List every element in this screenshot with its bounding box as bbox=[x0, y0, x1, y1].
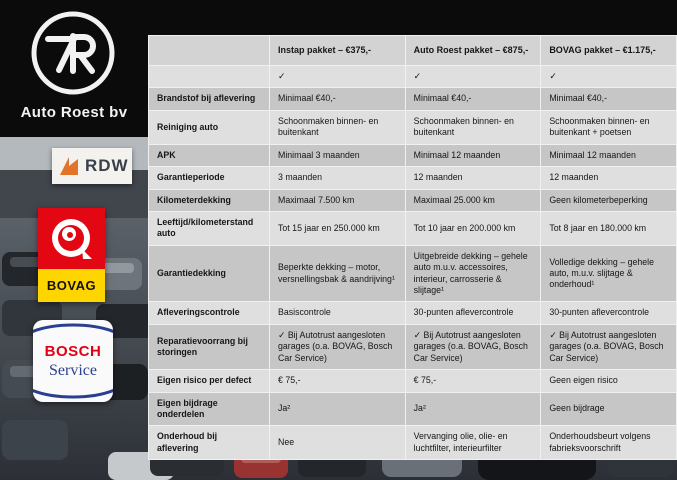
package-cell: € 75,- bbox=[270, 370, 406, 392]
package-cell: Geen eigen risico bbox=[541, 370, 677, 392]
rdw-flame-icon bbox=[57, 154, 81, 178]
row-label: APK bbox=[149, 144, 270, 166]
row-label: Garantieperiode bbox=[149, 167, 270, 189]
table-row bbox=[149, 167, 677, 189]
corner-cell bbox=[149, 36, 270, 66]
bovag-wordmark: BOVAG bbox=[38, 269, 105, 302]
package-cell: ✓ Bij Autotrust aangesloten garages (o.a. BOVAG, Bosch Car Service) bbox=[405, 324, 541, 369]
row-label: Brandstof bij aflevering bbox=[149, 88, 270, 110]
bosch-service-wordmark: Service bbox=[49, 361, 97, 379]
bosch-wordmark: BOSCH bbox=[44, 342, 102, 360]
package-cell: 3 maanden bbox=[270, 167, 406, 189]
table-row bbox=[149, 245, 677, 302]
rdw-wordmark: RDW bbox=[85, 156, 129, 175]
package-cell: 30-punten aflevercontrole bbox=[405, 302, 541, 324]
package-cell: 30-punten aflevercontrole bbox=[541, 302, 677, 324]
package-cell: ✓ bbox=[270, 66, 406, 88]
table-row bbox=[149, 392, 677, 426]
package-cell: Minimaal €40,- bbox=[270, 88, 406, 110]
package-cell: Uitgebreide dekking – gehele auto m.u.v. accessoires, interieur, carrosserie & slijtage¹ bbox=[405, 245, 541, 302]
row-label: Eigen bijdrage onderdelen bbox=[149, 392, 270, 426]
package-cell: 12 maanden bbox=[541, 167, 677, 189]
column-header-instap-pakket: Instap pakket – €375,- bbox=[270, 36, 406, 66]
table-row bbox=[149, 66, 677, 88]
table-header-row bbox=[149, 36, 677, 66]
package-cell: € 75,- bbox=[405, 370, 541, 392]
package-cell: Maximaal 7.500 km bbox=[270, 189, 406, 211]
column-header-auto-roest-pakket: Auto Roest pakket – €875,- bbox=[405, 36, 541, 66]
package-cell: ✓ bbox=[541, 66, 677, 88]
package-cell: Schoonmaken binnen- en buitenkant + poetsen bbox=[541, 110, 677, 144]
row-label bbox=[149, 66, 270, 88]
package-cell: Tot 15 jaar en 250.000 km bbox=[270, 211, 406, 245]
row-label: Reparatievoorrang bij storingen bbox=[149, 324, 270, 369]
package-cell: ✓ Bij Autotrust aangesloten garages (o.a. BOVAG, Bosch Car Service) bbox=[541, 324, 677, 369]
package-cell: Onderhoudsbeurt volgens fabrieksvoorschrift bbox=[541, 426, 677, 460]
package-cell: Minimaal €40,- bbox=[541, 88, 677, 110]
table-row bbox=[149, 189, 677, 211]
table-row bbox=[149, 144, 677, 166]
package-cell: Minimaal 12 maanden bbox=[541, 144, 677, 166]
package-cell: Ja² bbox=[405, 392, 541, 426]
package-cell: Schoonmaken binnen- en buitenkant bbox=[405, 110, 541, 144]
package-comparison-table bbox=[148, 35, 677, 460]
package-cell: Schoonmaken binnen- en buitenkant bbox=[270, 110, 406, 144]
row-label: Garantiedekking bbox=[149, 245, 270, 302]
row-label: Eigen risico per defect bbox=[149, 370, 270, 392]
bovag-emblem-panel bbox=[38, 208, 105, 269]
package-cell: Maximaal 25.000 km bbox=[405, 189, 541, 211]
table-row bbox=[149, 110, 677, 144]
table-row bbox=[149, 370, 677, 392]
table-row bbox=[149, 324, 677, 369]
package-table-body bbox=[149, 66, 677, 460]
row-label: Kilometerdekking bbox=[149, 189, 270, 211]
package-cell: Minimaal 3 maanden bbox=[270, 144, 406, 166]
table-row bbox=[149, 302, 677, 324]
package-cell: ✓ bbox=[405, 66, 541, 88]
package-cell: Tot 8 jaar en 180.000 km bbox=[541, 211, 677, 245]
package-cell: Volledige dekking – gehele auto, m.u.v. slijtage & onderhoud¹ bbox=[541, 245, 677, 302]
table-row bbox=[149, 426, 677, 460]
rdw-logo bbox=[52, 148, 132, 184]
package-cell: Minimaal 12 maanden bbox=[405, 144, 541, 166]
table-row bbox=[149, 211, 677, 245]
row-label: Reiniging auto bbox=[149, 110, 270, 144]
column-header-bovag-pakket: BOVAG pakket – €1.175,- bbox=[541, 36, 677, 66]
brand-panel bbox=[0, 0, 148, 137]
package-cell: Ja² bbox=[270, 392, 406, 426]
row-label: Afleveringscontrole bbox=[149, 302, 270, 324]
package-cell: Geen bijdrage bbox=[541, 392, 677, 426]
company-name: Auto Roest bv bbox=[20, 104, 128, 121]
package-cell: Geen kilometerbeperking bbox=[541, 189, 677, 211]
package-cell: ✓ Bij Autotrust aangesloten garages (o.a. BOVAG, Bosch Car Service) bbox=[270, 324, 406, 369]
row-label: Onderhoud bij aflevering bbox=[149, 426, 270, 460]
package-cell: 12 maanden bbox=[405, 167, 541, 189]
package-cell: Vervanging olie, olie- en luchtfilter, interieurfilter bbox=[405, 426, 541, 460]
table-row bbox=[149, 88, 677, 110]
bovag-emblem-icon bbox=[49, 216, 95, 262]
car-silhouette bbox=[2, 420, 68, 460]
auto-roest-logo bbox=[28, 8, 118, 98]
package-cell: Minimaal €40,- bbox=[405, 88, 541, 110]
package-cell: Nee bbox=[270, 426, 406, 460]
package-cell: Basiscontrole bbox=[270, 302, 406, 324]
bovag-logo bbox=[38, 208, 105, 302]
package-cell: Tot 10 jaar en 200.000 km bbox=[405, 211, 541, 245]
row-label: Leeftijd/kilometerstand auto bbox=[149, 211, 270, 245]
bosch-service-logo bbox=[33, 320, 113, 402]
package-cell: Beperkte dekking – motor, versnellingsbak & aandrijving¹ bbox=[270, 245, 406, 302]
